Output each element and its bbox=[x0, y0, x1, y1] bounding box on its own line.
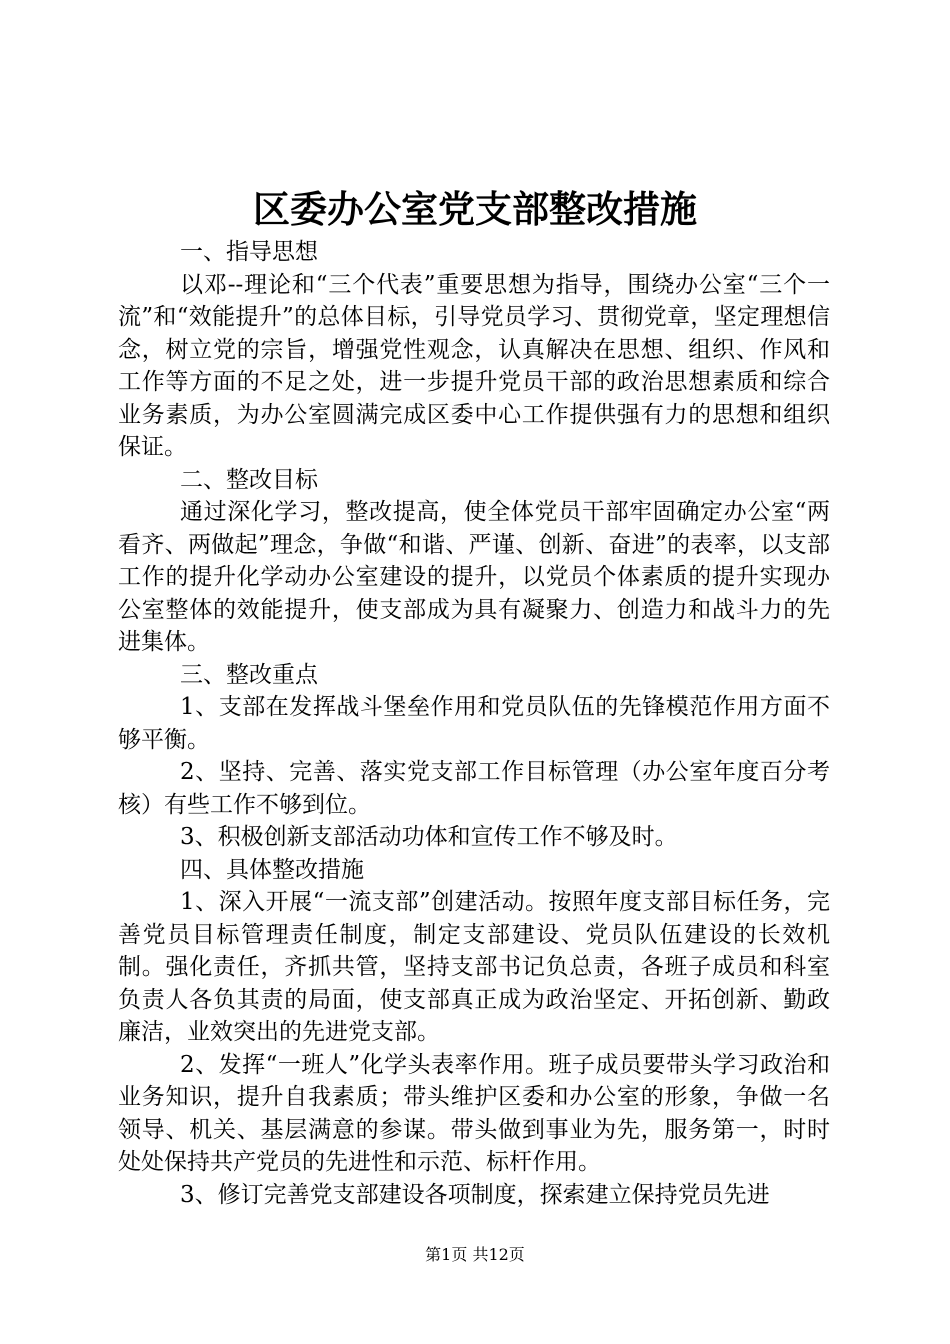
paragraph-measure-3: 3、修订完善党支部建设各项制度，探索建立保持党员先进 bbox=[180, 1181, 770, 1208]
paragraph-key-point-3: 3、积极创新支部活动功体和宣传工作不够及时。 bbox=[180, 824, 678, 850]
paragraph-guiding-thought: 以邓--理论和“三个代表”重要思想为指导，围绕办公室“三个一流”和“效能提升”的总体目标，引导党员学习、贯彻党章，坚定理想信念，树立党的宗旨，增强党性观念，认真解决在思想、组织、作风和工作等方面的不足之处，进一步提升党员干部的政治思想素质和综合业务素质，为办公室圆满完成区委中心工作提供强有力的思想和组织保证。 bbox=[118, 271, 830, 460]
paragraph-key-point-1: 1、支部在发挥战斗堡垒作用和党员队伍的先锋模范作用方面不够平衡。 bbox=[118, 694, 830, 753]
section-heading-1: 一、指导思想 bbox=[180, 239, 318, 265]
paragraph-key-point-2: 2、坚持、完善、落实党支部工作目标管理（办公室年度百分考核）有些工作不够到位。 bbox=[118, 759, 830, 818]
document-title: 区委办公室党支部整改措施 bbox=[253, 187, 697, 231]
paragraph-measure-1: 1、深入开展“一流支部”创建活动。按照年度支部目标任务，完善党员目标管理责任制度，制定支部建设、党员队伍建设的长效机制。强化责任，齐抓共管，坚持支部书记负总责，各班子成员和科室负责人各负其责的局面，使支部真正成为政治坚定、开拓创新、勤政廉洁，业效突出的先进党支部。 bbox=[118, 889, 830, 1045]
paragraph-rectification-goal: 通过深化学习，整改提高，使全体党员干部牢固确定办公室“两看齐、两做起”理念，争做“和谐、严谨、创新、奋进”的表率，以支部工作的提升化学动办公室建设的提升，以党员个体素质的提升实现办公室整体的效能提升，使支部成为具有凝聚力、创造力和战斗力的先进集体。 bbox=[118, 499, 830, 655]
page-footer: 第1页 共12页 bbox=[425, 1245, 525, 1264]
section-heading-2: 二、整改目标 bbox=[180, 466, 318, 493]
section-heading-4: 四、具体整改措施 bbox=[180, 856, 364, 883]
paragraph-measure-2: 2、发挥“一班人”化学头表率作用。班子成员要带头学习政治和业务知识，提升自我素质；带头维护区委和办公室的形象，争做一名领导、机关、基层满意的参谋。带头做到事业为先，服务第一，时时处处保持共产党员的先进性和示范、标杆作用。 bbox=[118, 1051, 830, 1175]
section-heading-3: 三、整改重点 bbox=[180, 661, 318, 688]
document-body bbox=[118, 236, 830, 1211]
